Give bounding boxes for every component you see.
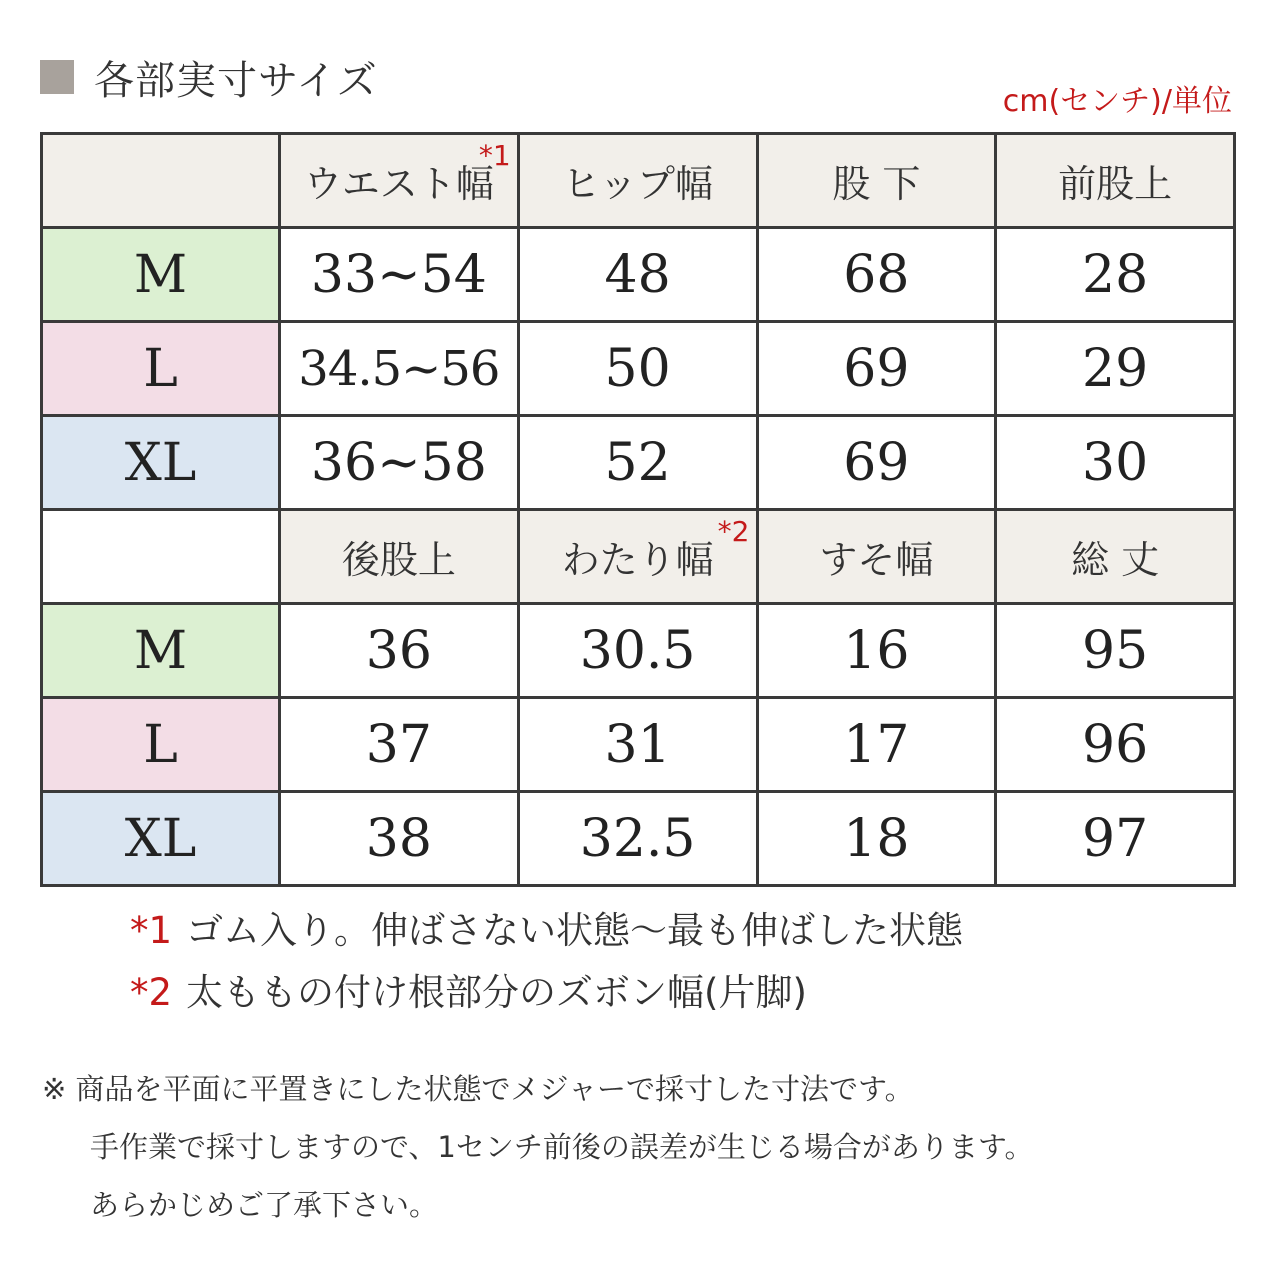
square-bullet-icon — [40, 60, 74, 94]
size-label-l: L — [42, 698, 280, 792]
cell-value: 18 — [757, 792, 996, 886]
cell-value: 96 — [996, 698, 1235, 792]
size-label-l: L — [42, 322, 280, 416]
header-front-rise: 前股上 — [996, 134, 1235, 228]
size-label-m: M — [42, 228, 280, 322]
cell-value: 30 — [996, 416, 1235, 510]
cell-value: 29 — [996, 322, 1235, 416]
header-thigh: わたり幅 *2 — [518, 510, 757, 604]
section-title — [40, 52, 378, 102]
size-label-xl: XL — [42, 792, 280, 886]
table1-header-row — [42, 134, 1235, 228]
header-hem: すそ幅 — [757, 510, 996, 604]
header-waist: ウエスト幅 *1 — [280, 134, 519, 228]
cell-value: 48 — [518, 228, 757, 322]
table1-row-xl — [42, 416, 1235, 510]
footnote-2: *2 太ももの付け根部分のズボン幅(片脚) — [130, 971, 807, 1014]
size-label-xl: XL — [42, 416, 280, 510]
cell-value: 37 — [280, 698, 519, 792]
cell-value: 97 — [996, 792, 1235, 886]
table1-corner-cell — [42, 134, 280, 228]
table2-row-m — [42, 604, 1235, 698]
footnote-1: *1 ゴム入り。伸ばさない状態〜最も伸ばした状態 — [130, 909, 964, 952]
disclaimer-line-3: あらかじめご了承下さい。 — [90, 1188, 439, 1222]
cell-value: 95 — [996, 604, 1235, 698]
size-label-m: M — [42, 604, 280, 698]
header-back-rise: 後股上 — [280, 510, 519, 604]
cell-value: 16 — [757, 604, 996, 698]
cell-value: 36~58 — [280, 416, 519, 510]
disclaimer-line-2: 手作業で採寸しますので、1センチ前後の誤差が生じる場合があります。 — [90, 1130, 1034, 1164]
cell-value: 34.5~56 — [280, 322, 519, 416]
table1-row-l — [42, 322, 1235, 416]
measurement-disclaimer — [42, 1060, 1034, 1234]
cell-value: 69 — [757, 322, 996, 416]
header-inseam: 股 下 — [757, 134, 996, 228]
unit-label: cm(センチ)/単位 — [1002, 84, 1232, 119]
cell-value: 69 — [757, 416, 996, 510]
footnotes — [130, 900, 963, 1024]
cell-value: 36 — [280, 604, 519, 698]
cell-value: 31 — [518, 698, 757, 792]
header-total-length: 総 丈 — [996, 510, 1235, 604]
footnote-marker-1: *1 — [478, 139, 511, 172]
cell-value: 17 — [757, 698, 996, 792]
table1-row-m — [42, 228, 1235, 322]
disclaimer-line-1: ※ 商品を平面に平置きにした状態でメジャーで採寸した寸法です。 — [42, 1072, 914, 1106]
cell-value: 28 — [996, 228, 1235, 322]
cell-value: 30.5 — [518, 604, 757, 698]
cell-value: 68 — [757, 228, 996, 322]
title-text: 各部実寸サイズ — [94, 57, 378, 104]
cell-value: 33~54 — [280, 228, 519, 322]
size-table — [40, 132, 1236, 887]
table2-header-row — [42, 510, 1235, 604]
table2-row-l — [42, 698, 1235, 792]
cell-value: 38 — [280, 792, 519, 886]
table2-row-xl — [42, 792, 1235, 886]
cell-value: 50 — [518, 322, 757, 416]
header-hip: ヒップ幅 — [518, 134, 757, 228]
cell-value: 32.5 — [518, 792, 757, 886]
table2-corner-cell — [42, 510, 280, 604]
cell-value: 52 — [518, 416, 757, 510]
footnote-marker-2: *2 — [717, 515, 750, 548]
